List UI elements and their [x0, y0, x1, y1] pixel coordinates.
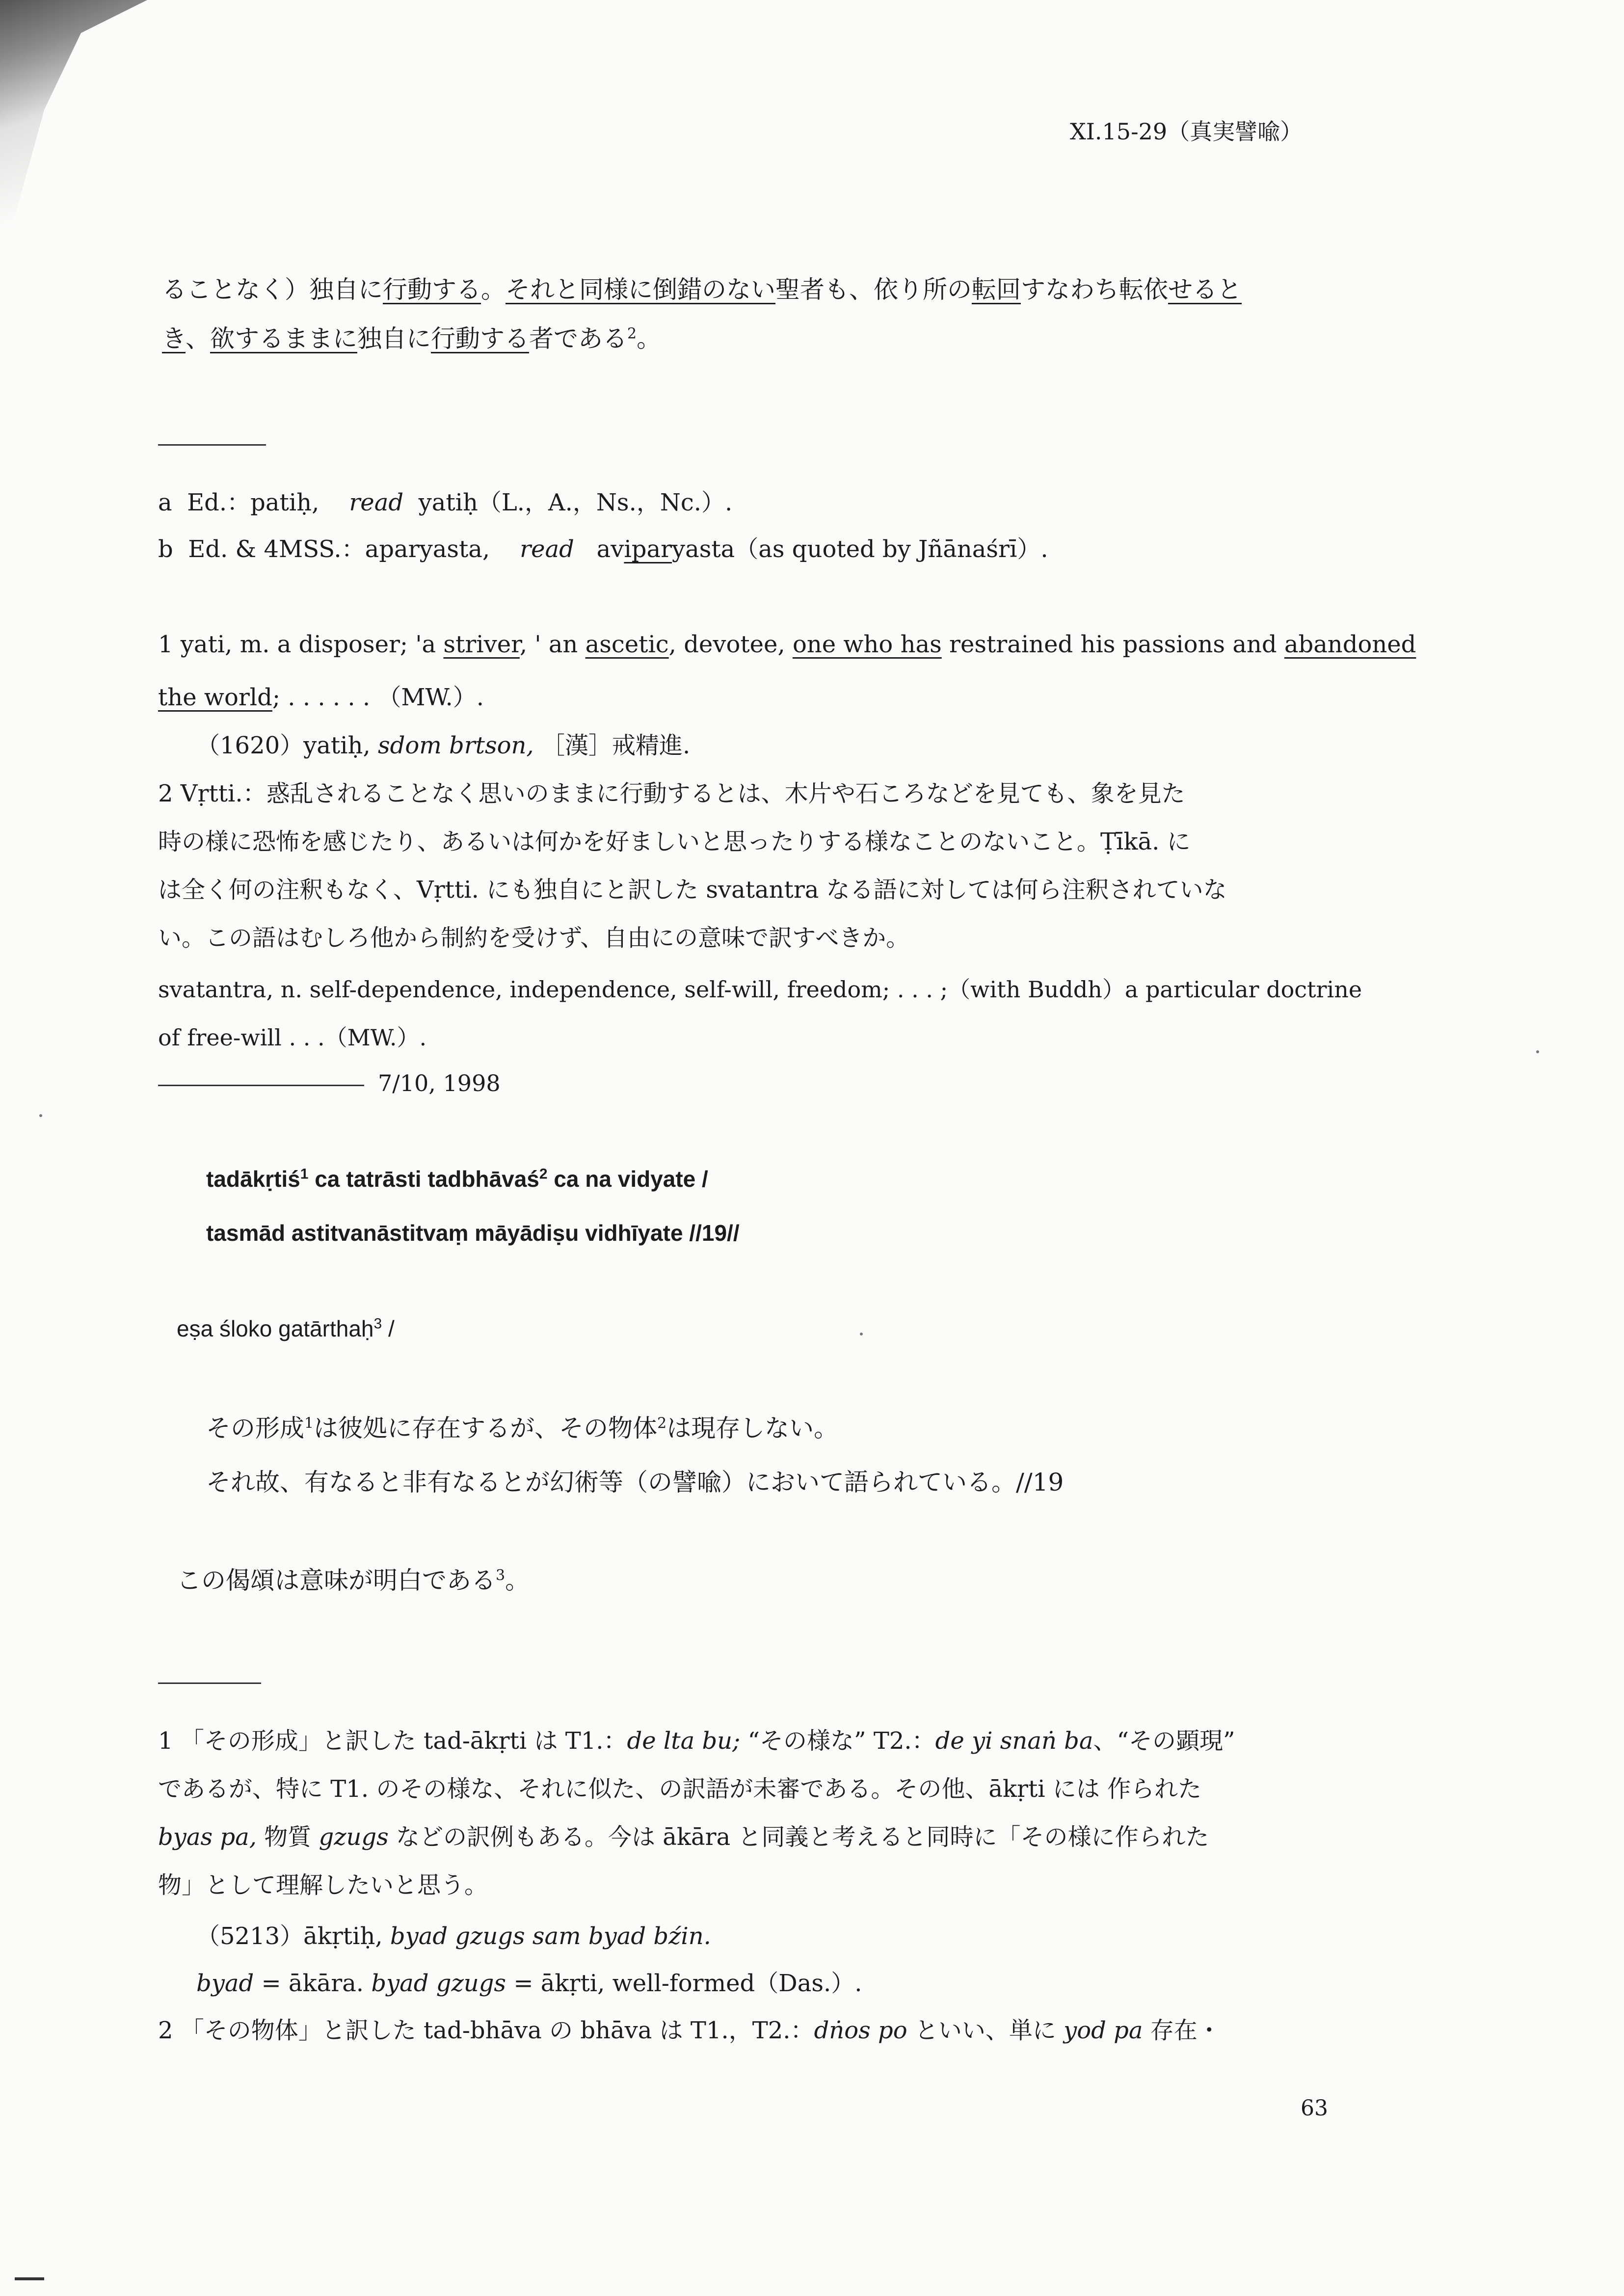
underlined-phrase: striver [443, 631, 520, 658]
verse-line-2: tasmād astitvanāstitvaṃ māyādiṣu vidhīyate //19// [206, 1220, 740, 1246]
verse-footnote-1-line-5 [196, 1917, 711, 1951]
verse-text: ca tatrāsti tadbhāvaś [308, 1166, 539, 1192]
main-text-span: 。 [637, 324, 662, 353]
verse-footnote-1-line-4: 物」として理解したいと思う。 [158, 1871, 488, 1899]
verse-footnote-1-line-6 [196, 1964, 862, 1998]
scan-speck [860, 1333, 863, 1335]
footnote-2-line-3: は全く何の注釈もなく、Vṛtti. にも独自にと訳した svatantra なる語に対しては何ら注釈されていな [158, 876, 1227, 904]
note-text: ; . . . . . . （MW.）. [272, 684, 484, 711]
note-text: yati [418, 489, 463, 516]
footnote-ref: 3 [496, 1567, 506, 1584]
footnote-rule-1 [158, 444, 266, 446]
note-text: restrained his passions and [941, 631, 1284, 658]
translation-line-1 [206, 1414, 838, 1443]
running-head: XI.15-29（真実譬喩） [1070, 118, 1303, 145]
footnote-2-line-5: svatantra, n. self-dependence, independence, self-will, freedom; . . . ;（with Buddh）a particular doctrine [158, 976, 1362, 1003]
footnote-2-line-1: 2 Vṛtti.：惑乱されることなく思いのままに行動するとは、木片や石ころなどを見ても、象を見た [158, 780, 1185, 807]
read-label: read [349, 489, 404, 516]
textual-note-b [158, 530, 1048, 564]
note-text: Ed. & 4MSS.：aparyasta, [188, 535, 490, 563]
underlined-phrase: き [162, 324, 186, 353]
note-text: 存在・ [1143, 2017, 1221, 2044]
main-text-span: 者である [529, 324, 627, 353]
underlined-phrase: 行動する [383, 275, 481, 304]
date-rule [158, 1085, 364, 1086]
note-text: ［漢］戒精進. [541, 732, 691, 759]
verse-footnote-1-line-1 [158, 1722, 1235, 1756]
verse-footnote-1-line-2: であるが、特に T1. のその様な、それに似た、の訳語が未審である。その他、ākṛti には 作られた [158, 1775, 1202, 1803]
tibetan-term: gzugs [319, 1823, 389, 1851]
verse-line-1 [206, 1166, 708, 1192]
footnote-2-line-4: い。この語はむしろ他から制約を受けず、自由にの意味で訳すべきか。 [158, 924, 910, 952]
footnote-ref: 3 [373, 1315, 382, 1332]
commentary-line [177, 1315, 395, 1342]
tibetan-term: de lta bu; [627, 1727, 741, 1755]
tibetan-term: byad gzugs [371, 1970, 506, 1997]
note-text: 物質 [256, 1823, 319, 1851]
footnote-ref: 1 [304, 1415, 314, 1432]
note-text: Ed.：pati [187, 489, 297, 516]
tibetan-term: dṅos po [814, 2017, 907, 2044]
note-text: , ' an [519, 631, 586, 658]
note-text: av [596, 535, 624, 563]
verse-footnote-2-line-1 [158, 2011, 1221, 2045]
translation-text: は彼処に存在するが、その物体 [314, 1414, 658, 1442]
note-text: （5213）ākṛtiḥ, [196, 1922, 390, 1950]
note-text: , devotee, [668, 631, 793, 658]
main-text-span: 。 [481, 275, 506, 304]
scan-mark [15, 2277, 44, 2280]
underlined-phrase: せると [1168, 275, 1242, 304]
underlined-phrase: 転回 [972, 275, 1021, 304]
note-text: 1 yati, m. a disposer; 'a [158, 631, 444, 658]
note-text: 、“その顕現” [1093, 1727, 1235, 1755]
footnote-ref: 2 [657, 1415, 667, 1432]
commentary-text: eṣa śloko gatārthaḥ [177, 1316, 374, 1341]
tibetan-term: sdom brtson, [377, 732, 534, 759]
footnote-ref: 1 [300, 1166, 309, 1182]
read-label: read [520, 535, 574, 563]
translation-text: その形成 [206, 1414, 304, 1442]
main-text-span: すなわち転依 [1021, 275, 1168, 304]
translation-text: 。 [505, 1566, 530, 1595]
note-text: 1 「その形成」と訳した tad-ākṛti は T1.： [158, 1727, 627, 1755]
commentary-text: / [382, 1316, 395, 1341]
main-text-span: 独自に [357, 324, 431, 353]
note-text: などの訳例もある。今は ākāra と同義と考えると同時に「その様に作られた [388, 1823, 1209, 1851]
translation-text: この偈頌は意味が明白である [177, 1566, 496, 1595]
scan-edge-shadow [0, 0, 147, 275]
note-label: a [158, 489, 172, 516]
scan-speck [1536, 1050, 1539, 1053]
footnote-rule-2 [158, 1682, 261, 1684]
verse-footnote-1-line-3 [158, 1818, 1209, 1852]
tibetan-term: de yi snaṅ ba [935, 1727, 1093, 1755]
tibetan-term: yod pa [1064, 2017, 1143, 2044]
note-text: = ākṛti, well-formed（Das.）. [506, 1970, 862, 1997]
main-text-line-2 [162, 324, 661, 353]
note-label: b [158, 535, 173, 563]
translation-line-3 [177, 1566, 530, 1595]
main-text-span: 、 [186, 324, 210, 353]
note-text: （1620）yatiḥ, [196, 732, 378, 759]
translation-text: は現存しない。 [666, 1414, 839, 1442]
date-stamp: 7/10, 1998 [378, 1070, 501, 1096]
verse-text: ca na vidyate / [547, 1166, 708, 1192]
note-text: yasta（as quoted by Jñānaśrī）. [672, 535, 1048, 563]
note-text: 2 「その物体」と訳した tad-bhāva の bhāva は T1.，T2.： [158, 2017, 814, 2044]
note-text: = ākāra. [254, 1970, 372, 1997]
underlined-phrase: 行動する [431, 324, 529, 353]
footnote-1-line-2 [158, 678, 484, 712]
main-text-span: ることなく）独自に [162, 275, 383, 304]
page-number: 63 [1301, 2096, 1328, 2121]
textual-note-a [158, 483, 732, 517]
note-text: ḥ, [296, 489, 319, 516]
underlined-phrase: the world [158, 684, 272, 711]
underlined-phrase: それと同様に倒錯のない [506, 275, 775, 304]
footnote-1-line-3 [196, 726, 690, 760]
translation-line-2: それ故、有なると非有なるとが幻術等（の譬喩）において語られている。//19 [206, 1468, 1064, 1496]
tibetan-term: byad [196, 1970, 254, 1997]
tibetan-term: byad gzugs sam byad bźin. [390, 1922, 711, 1950]
footnote-ref: 2 [539, 1166, 548, 1182]
underlined-phrase: 欲するままに [210, 324, 357, 353]
main-text-line-1 [162, 275, 1242, 304]
underlined-phrase: abandoned [1284, 631, 1416, 658]
main-text-span: 聖者も、依り所の [775, 275, 972, 304]
footnote-2-line-6: of free-will . . .（MW.）. [158, 1024, 427, 1051]
scan-speck [39, 1114, 42, 1117]
footnote-2-line-2: 時の様に恐怖を感じたり、あるいは何かを好ましいと思ったりする様なことのないこと。Ṭīkā. に [158, 828, 1191, 855]
tibetan-term: byas pa, [158, 1823, 257, 1851]
note-text: といい、単に [907, 2017, 1064, 2044]
footnote-ref: 2 [627, 325, 637, 343]
note-text: （L.，A.，Ns.，Nc.）. [478, 489, 733, 516]
footnote-1-line-1 [158, 631, 1416, 658]
underlined-phrase: one who has [792, 631, 942, 658]
underlined-phrase: ascetic [585, 631, 669, 658]
note-text: “その様な” T2.： [740, 1727, 935, 1755]
underlined-phrase: ipar [624, 535, 672, 563]
verse-text: tadākṛtiś [206, 1166, 300, 1192]
note-text: ḥ [462, 489, 478, 516]
